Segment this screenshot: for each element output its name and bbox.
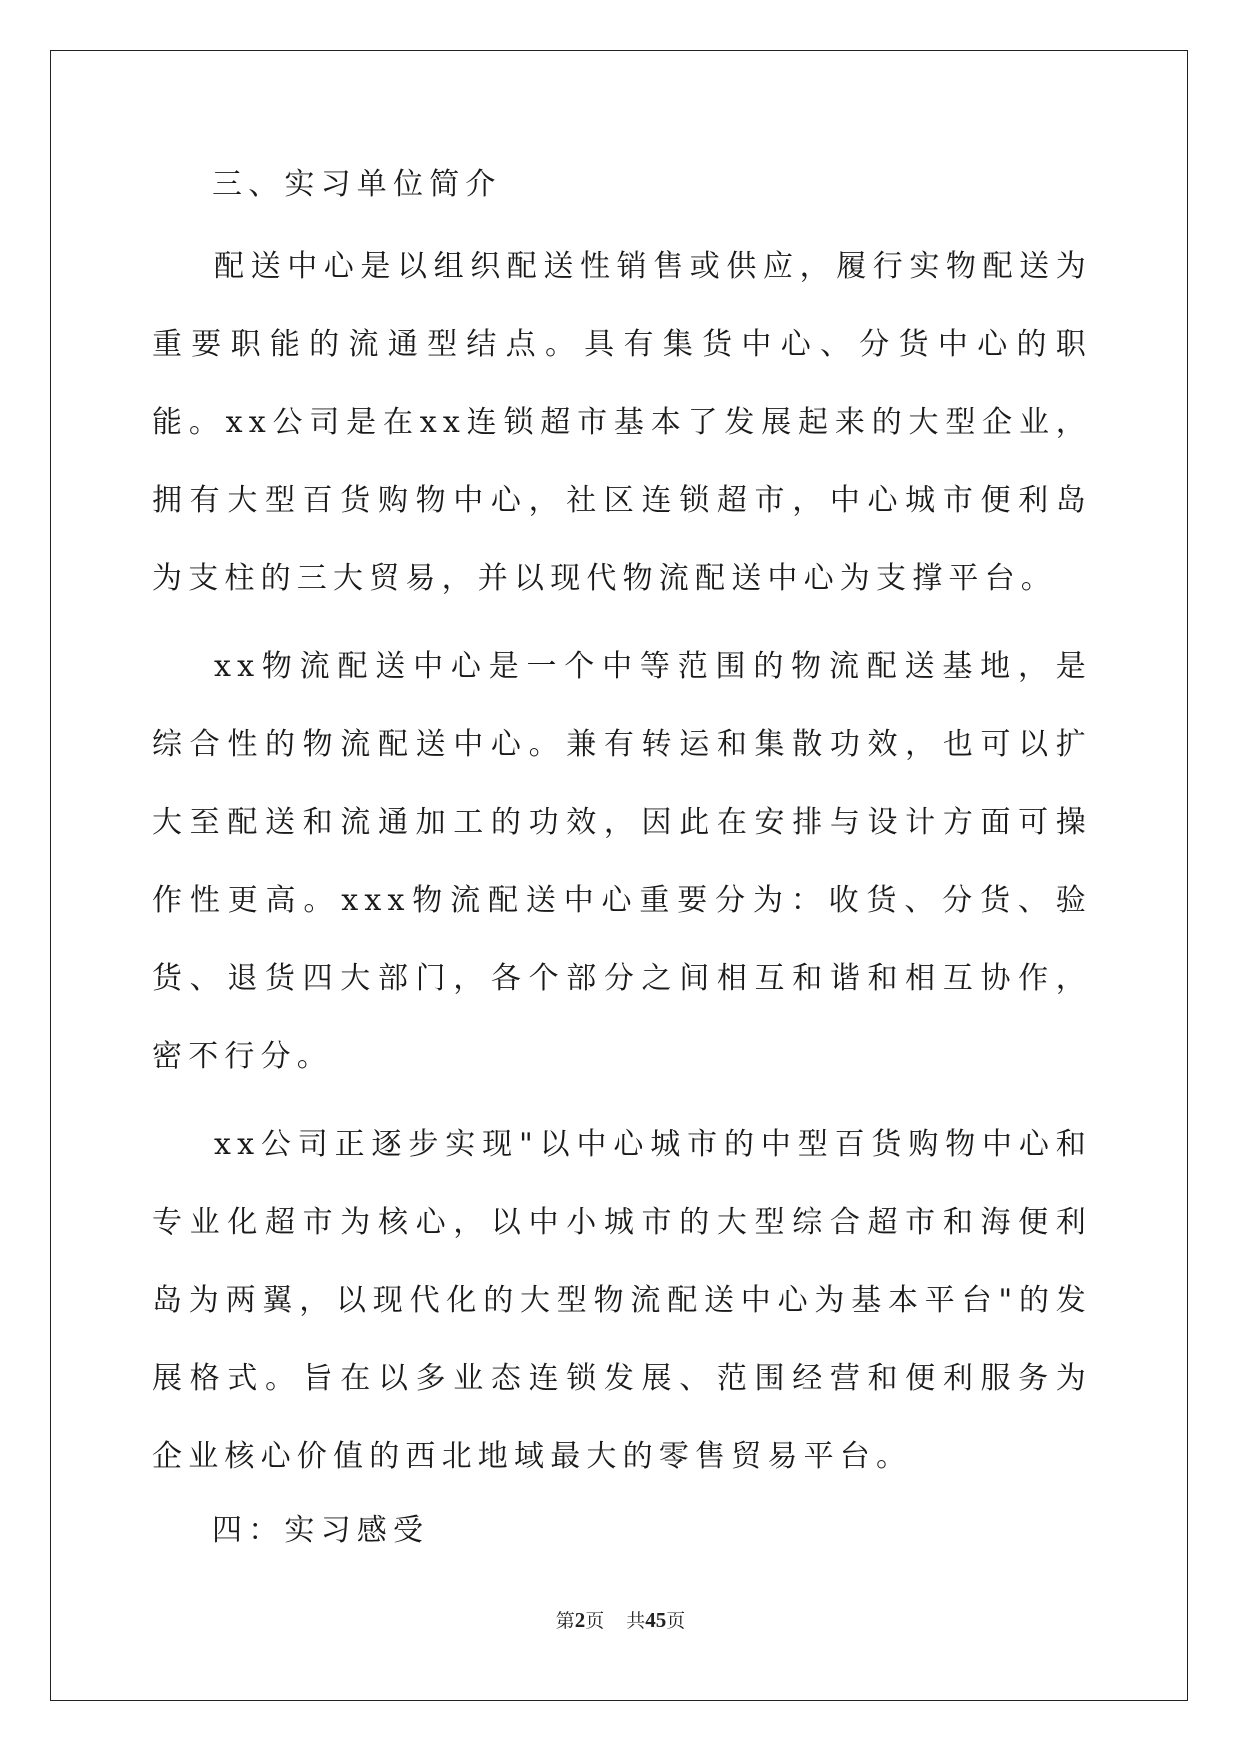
- page-suffix: 页: [585, 1610, 605, 1632]
- total-suffix: 页: [666, 1610, 686, 1632]
- paragraph-1: 配送中心是以组织配送性销售或供应，履行实物配送为重要职能的流通型结点。具有集货中心、分货中心的职能。xx公司是在xx连锁超市基本了发展起来的大型企业，拥有大型百货购物中心，社区连锁超市，中心城市便利岛为支柱的三大贸易，并以现代物流配送中心为支撑平台。: [152, 249, 1092, 596]
- page-footer: [0, 1606, 1241, 1633]
- page-number: 2: [574, 1608, 586, 1632]
- document-body: [152, 160, 1092, 1556]
- total-prefix: 共: [626, 1610, 646, 1632]
- page-prefix: 第: [555, 1610, 575, 1632]
- paragraph-2: xx物流配送中心是一个中等范围的物流配送基地，是综合性的物流配送中心。兼有转运和集散功效，也可以扩大至配送和流通加工的功效，因此在安排与设计方面可操作性更高。xxx物流配送中心重要分为：收货、分货、验货、退货四大部门，各个部分之间相互和谐和相互协作，密不行分。: [152, 649, 1092, 1074]
- section-heading-4: 四：实习感受: [212, 1513, 430, 1548]
- paragraph-3: xx公司正逐步实现"以中心城市的中型百货购物中心和专业化超市为核心，以中小城市的大型综合超市和海便利岛为两翼，以现代化的大型物流配送中心为基本平台"的发展格式。旨在以多业态连锁发展、范围经营和便利服务为企业核心价值的西北地域最大的零售贸易平台。: [152, 1127, 1092, 1474]
- section-heading-3: 三、实习单位简介: [212, 167, 502, 202]
- total-pages: 45: [645, 1608, 667, 1632]
